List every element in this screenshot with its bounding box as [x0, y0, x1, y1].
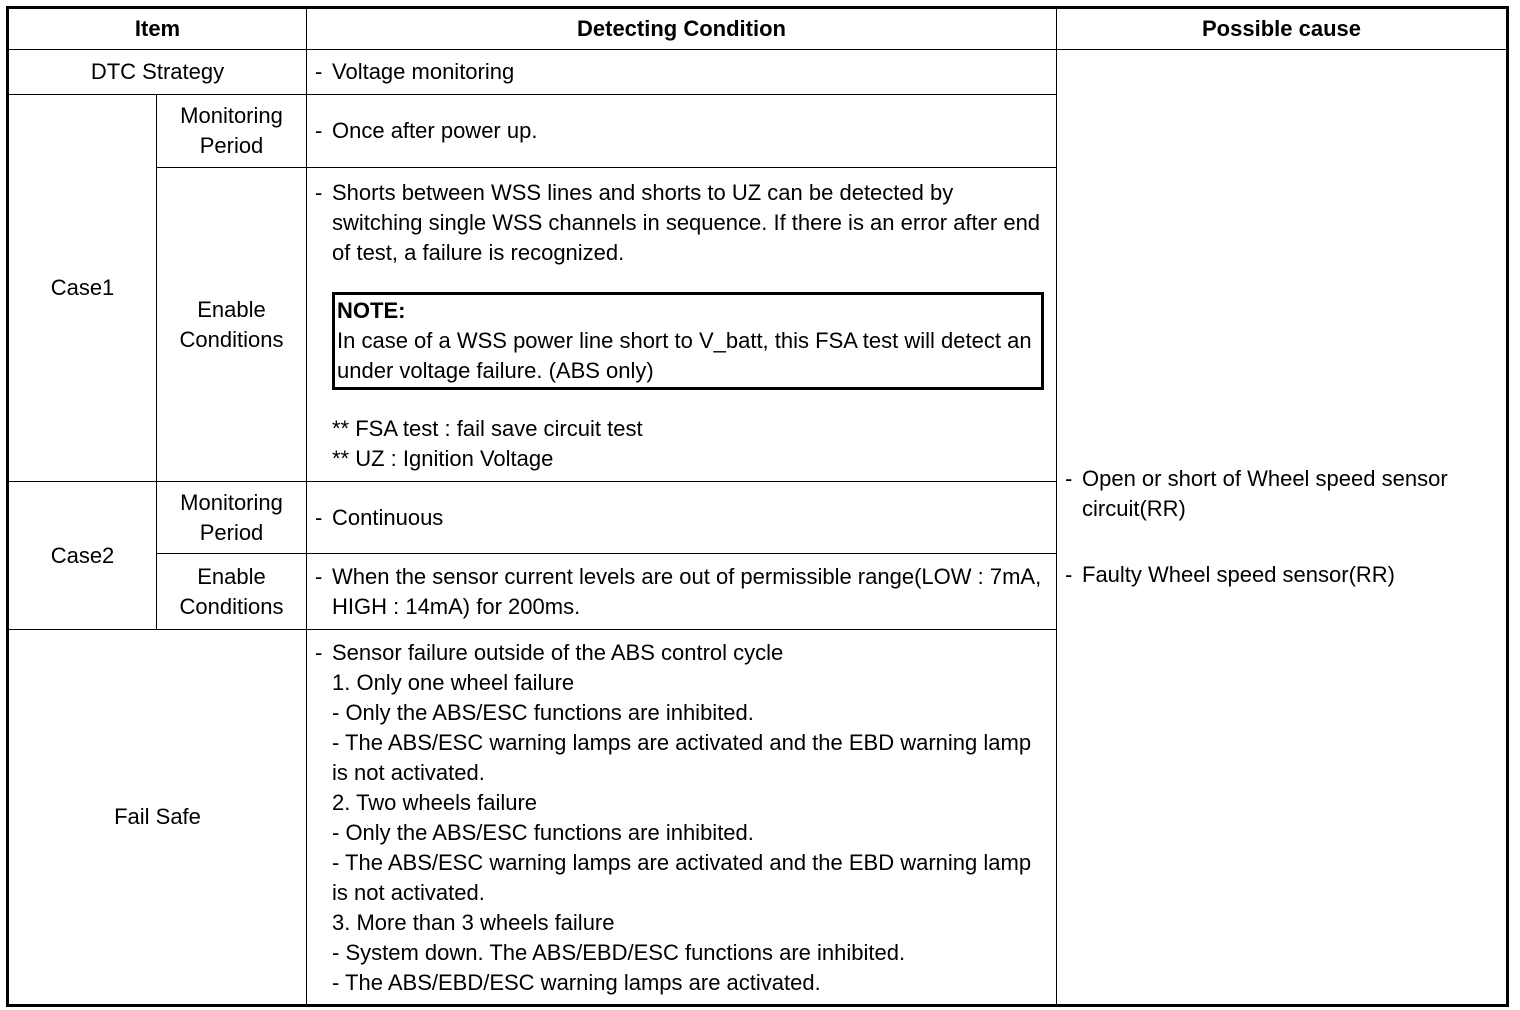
header-detecting-condition: Detecting Condition: [307, 8, 1057, 50]
fail-safe-intro: Sensor failure outside of the ABS control cycle: [332, 640, 784, 665]
cause-item: - Open or short of Wheel speed sensor circuit(RR): [1065, 466, 1448, 521]
case1-enable-text: Shorts between WSS lines and shorts to UZ can be detected by switching single WSS channels in sequence. If there is an error after end of test, a failure is recognized.: [332, 180, 1041, 265]
footnote-fsa: ** FSA test : fail save circuit test: [332, 416, 643, 441]
case1-enable-label: Enable Conditions: [157, 168, 307, 482]
cause-item: - Faulty Wheel speed sensor(RR): [1065, 562, 1396, 587]
fail-safe-line: 1. Only one wheel failure: [332, 670, 575, 695]
footnote-uz: ** UZ : Ignition Voltage: [332, 446, 554, 471]
dtc-strategy-label: DTC Strategy: [8, 50, 307, 95]
case2-enable-text: When the sensor current levels are out of permissible range(LOW : 7mA, HIGH : 14mA) for 200ms.: [332, 563, 1042, 619]
fail-safe-line: 3. More than 3 wheels failure: [332, 910, 615, 935]
note-text: In case of a WSS power line short to V_batt, this FSA test will detect an under voltage failure. (ABS only): [337, 328, 1032, 383]
case1-monitoring-label: Monitoring Period: [157, 95, 307, 168]
note-title: NOTE:: [337, 298, 406, 323]
case2-monitoring-label: Monitoring Period: [157, 482, 307, 554]
case1-label: Case1: [8, 95, 157, 482]
case1-monitoring-cell: - Once after power up.: [307, 95, 1057, 168]
fail-safe-line: - Only the ABS/ESC functions are inhibited.: [332, 700, 754, 725]
fail-safe-label: Fail Safe: [8, 630, 307, 1006]
dtc-table: [6, 6, 1509, 1007]
case1-enable-cell: - Shorts between WSS lines and shorts to UZ can be detected by switching single WSS channels in sequence. If there is an error after end of test, a failure is recognized. NOTE: In case of a WSS power line short to V_batt, this FSA test will detect an under voltage failure. (ABS only) ** FSA test : fail save circuit test ** UZ : Ignition Voltage: [307, 168, 1057, 482]
case2-label: Case2: [8, 482, 157, 630]
header-item: Item: [8, 8, 307, 50]
fail-safe-cell: - Sensor failure outside of the ABS control cycle 1. Only one wheel failure - Only the ABS/ESC functions are inhibited. - The ABS/ESC warning lamps are activated and the EBD warning lamp is not activated. 2. Two wheels failure - Only the ABS/ESC functions are inhibited. - The ABS/ESC warning lamps are activated and the EBD warning lamp is not activated. 3. More than 3 wheels failure - System down. The ABS/EBD/ESC functions are inhibited. - The ABS/EBD/ESC warning lamps are activated.: [307, 630, 1057, 1006]
fail-safe-line: - Only the ABS/ESC functions are inhibited.: [332, 820, 754, 845]
fail-safe-line: - System down. The ABS/EBD/ESC functions are inhibited.: [332, 940, 906, 965]
case2-monitoring-cell: - Continuous: [307, 482, 1057, 554]
dtc-strategy-row: [8, 50, 1508, 95]
dtc-strategy-value: Voltage monitoring: [332, 59, 515, 84]
case2-enable-cell: - When the sensor current levels are out of permissible range(LOW : 7mA, HIGH : 14mA) for 200ms.: [307, 554, 1057, 630]
header-possible-cause: Possible cause: [1057, 8, 1508, 50]
case2-monitoring-value: Continuous: [332, 504, 444, 530]
fail-safe-line: 2. Two wheels failure: [332, 790, 538, 815]
fail-safe-line: - The ABS/ESC warning lamps are activated and the EBD warning lamp is not activated.: [332, 850, 1032, 905]
note-box: [332, 292, 1044, 390]
case2-enable-label: Enable Conditions: [157, 554, 307, 630]
fail-safe-line: - The ABS/EBD/ESC warning lamps are activated.: [332, 970, 821, 995]
dtc-strategy-value-cell: - Voltage monitoring: [307, 50, 1057, 95]
fail-safe-line: - The ABS/ESC warning lamps are activated and the EBD warning lamp is not activated.: [332, 730, 1032, 785]
possible-cause-cell: [1057, 50, 1508, 1006]
header-row: [8, 8, 1508, 50]
case1-monitoring-value: Once after power up.: [332, 118, 538, 143]
